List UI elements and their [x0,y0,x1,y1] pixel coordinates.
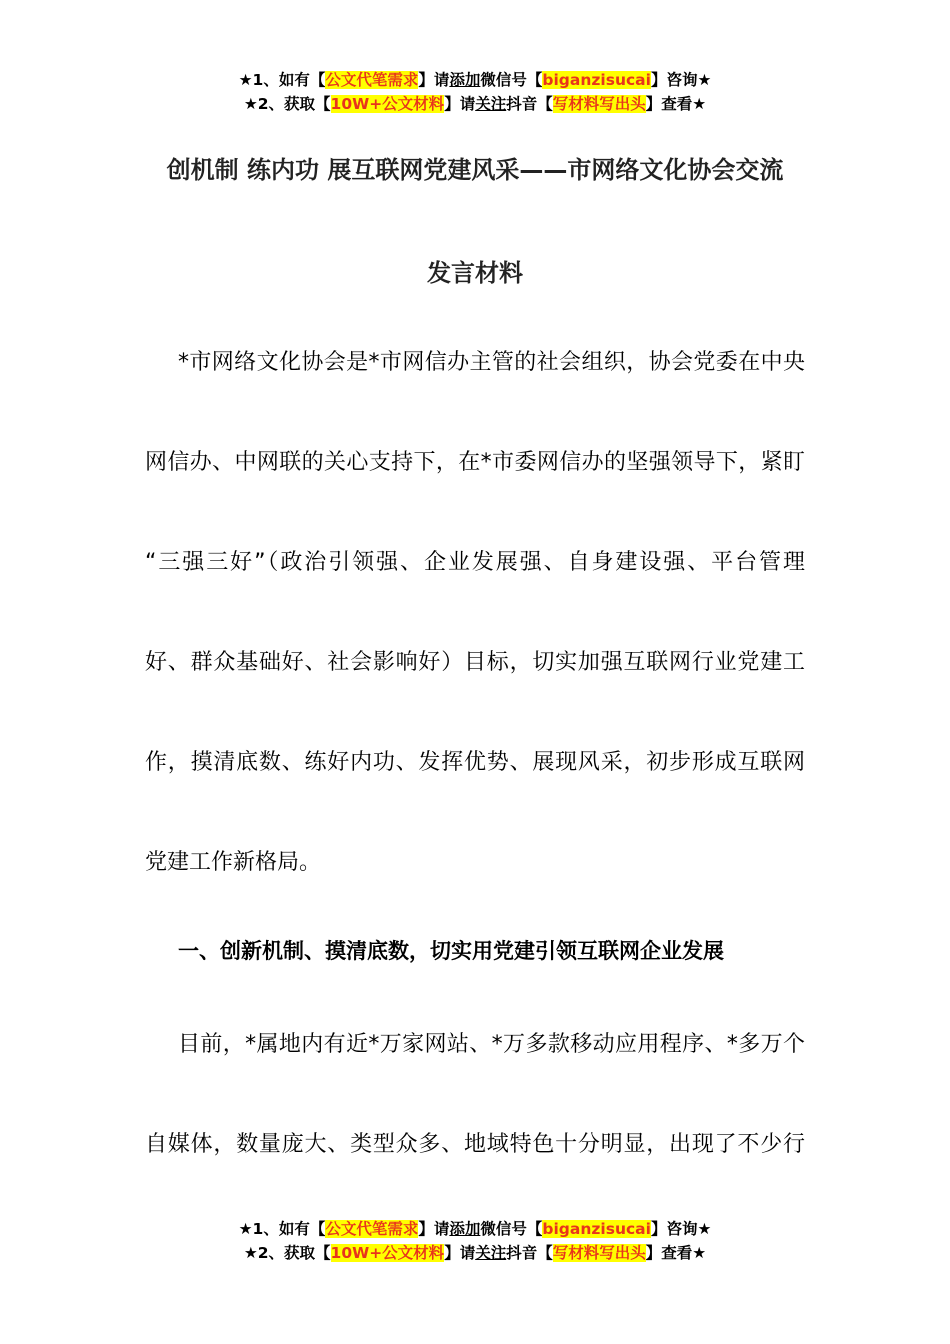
banner-text: 】请 [444,95,476,113]
banner-highlight: biganzisucai [542,71,651,89]
banner-underline: 关注 [475,1244,507,1262]
banner-line-2 [0,1241,950,1265]
banner-highlight: 10W+公文材料 [330,95,445,113]
banner-text: 抖音【 [506,95,553,113]
banner-text: 】查看★ [645,1244,707,1262]
header-banner [0,68,950,116]
banner-text: 】查看★ [645,95,707,113]
banner-highlight: 公文代笔需求 [325,1220,419,1238]
banner-text: ★1、如有【 [238,1220,326,1238]
banner-text: ★2、获取【 [243,95,331,113]
banner-text: 】请 [418,1220,450,1238]
banner-text: ★1、如有【 [238,71,326,89]
banner-text: 】请 [444,1244,476,1262]
paragraph-line: 好、群众基础好、社会影响好）目标，切实加强互联网行业党建工 [145,650,805,675]
document-title-line-1: 创机制 练内功 展互联网党建风采——市网络文化协会交流 [166,156,784,184]
banner-line-2 [0,92,950,116]
banner-text: 】咨询★ [650,71,712,89]
paragraph-line: “三强三好”（政治引领强、企业发展强、自身建设强、平台管理 [145,550,805,575]
banner-underline: 关注 [475,95,507,113]
body-paragraph-1 [145,313,805,913]
banner-line-1 [0,68,950,92]
body-paragraph-2 [145,995,805,1195]
footer-banner [0,1217,950,1265]
paragraph-line: *市网络文化协会是*市网信办主管的社会组织，协会党委在中央 [178,350,805,375]
banner-text: 】请 [418,71,450,89]
banner-text: 微信号【 [480,71,543,89]
banner-highlight: 写材料写出头 [552,95,646,113]
banner-underline: 添加 [449,71,481,89]
paragraph-line: 作，摸清底数、练好内功、发挥优势、展现风采，初步形成互联网 [145,750,805,775]
paragraph-line: 自媒体，数量庞大、类型众多、地域特色十分明显，出现了不少行 [145,1132,805,1157]
banner-text: ★2、获取【 [243,1244,331,1262]
paragraph-line: 目前，*属地内有近*万家网站、*万多款移动应用程序、*多万个 [178,1032,805,1057]
banner-highlight: 10W+公文材料 [330,1244,445,1262]
banner-highlight: 公文代笔需求 [325,71,419,89]
banner-highlight: 写材料写出头 [552,1244,646,1262]
paragraph-line: 党建工作新格局。 [145,850,322,875]
paragraph-line: 网信办、中网联的关心支持下，在*市委网信办的坚强领导下，紧盯 [145,450,805,475]
banner-highlight: biganzisucai [542,1220,651,1238]
document-title-line-2: 发言材料 [427,259,523,287]
banner-text: 微信号【 [480,1220,543,1238]
banner-underline: 添加 [449,1220,481,1238]
banner-line-1 [0,1217,950,1241]
section-heading-1: 一、创新机制、摸清底数，切实用党建引领互联网企业发展 [178,939,724,963]
banner-text: 抖音【 [506,1244,553,1262]
banner-text: 】咨询★ [650,1220,712,1238]
